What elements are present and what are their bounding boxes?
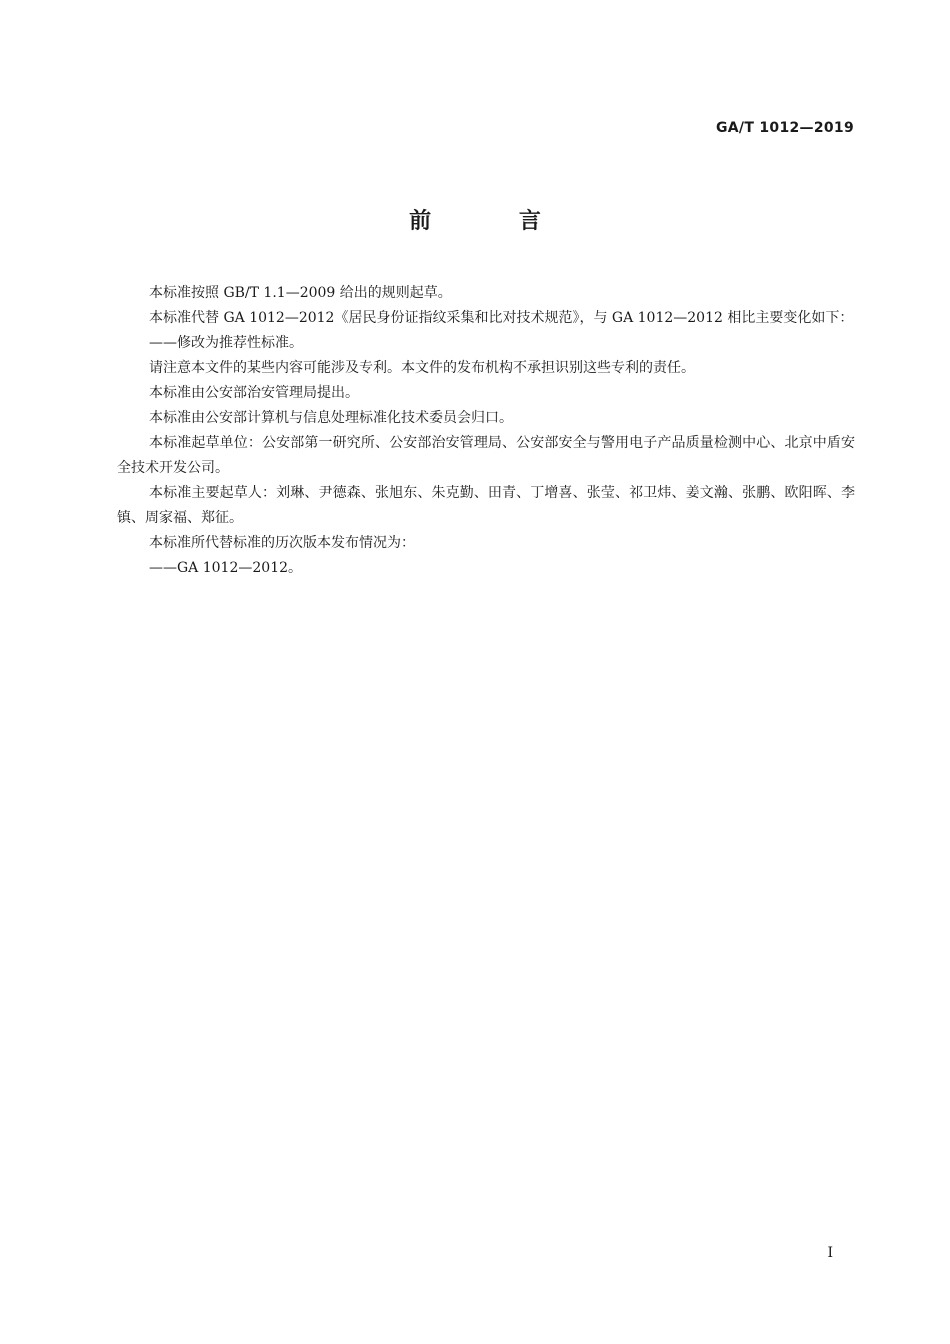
foreword-body <box>117 281 855 581</box>
document-code: GA/T 1012—2019 <box>716 120 854 136</box>
paragraph-drafting-units: 本标准起草单位：公安部第一研究所、公安部治安管理局、公安部安全与警用电子产品质量检测中心、北京中盾安全技术开发公司。 <box>117 435 855 476</box>
paragraph-history-item: ——GA 1012—2012。 <box>149 560 303 576</box>
page-number: I <box>827 1245 833 1261</box>
paragraph-drafting-rules: 本标准按照 GB/T 1.1—2009 给出的规则起草。 <box>149 285 452 301</box>
paragraph-history-intro: 本标准所代替标准的历次版本发布情况为： <box>149 535 415 551</box>
paragraph-replacement: 本标准代替 GA 1012—2012《居民身份证指纹采集和比对技术规范》，与 GA 1012—2012 相比主要变化如下： <box>149 310 854 326</box>
paragraph-change-item: ——修改为推荐性标准。 <box>149 335 303 351</box>
page-title: 前 言 <box>409 209 581 234</box>
paragraph-patent-notice: 请注意本文件的某些内容可能涉及专利。本文件的发布机构不承担识别这些专利的责任。 <box>149 360 695 376</box>
paragraph-proposer: 本标准由公安部治安管理局提出。 <box>149 385 359 401</box>
paragraph-drafters: 本标准主要起草人：刘琳、尹德森、张旭东、朱克勤、田青、丁增喜、张莹、祁卫炜、姜文瀚、张鹏、欧阳晖、李镇、周家福、郑征。 <box>117 485 855 526</box>
paragraph-centralized: 本标准由公安部计算机与信息处理标准化技术委员会归口。 <box>149 410 513 426</box>
